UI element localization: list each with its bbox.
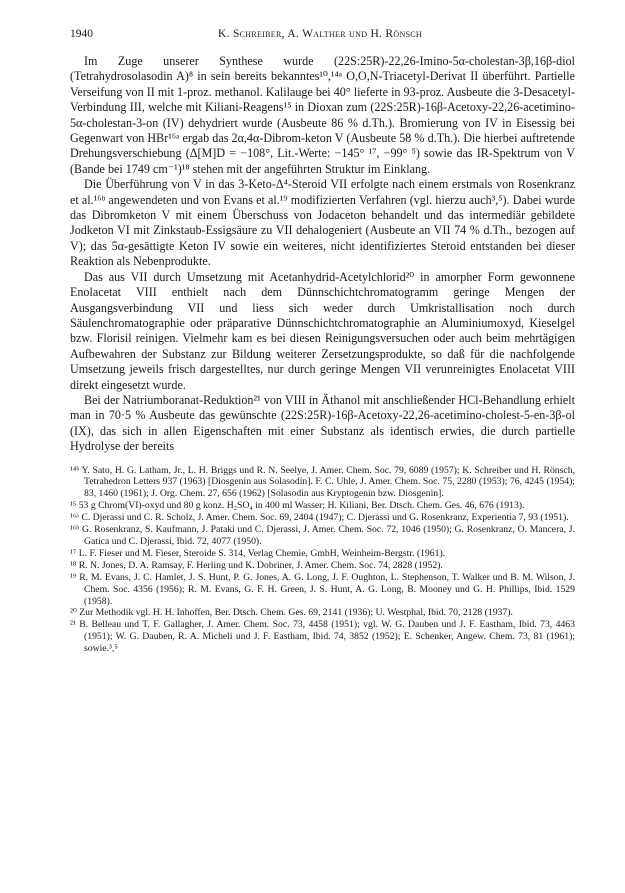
footnote: ¹⁴ᵇ Y. Sato, H. G. Latham, Jr., L. H. Briggs und R. N. Seelye, J. Amer. Chem. Soc. 79, 6089 (1957); K. Schreiber und H. Rönsch, Tetrahedron Letters 937 (1963) [Diosgenin aus Solasodin]. F. C. Uhle, J. Amer. Chem. Soc. 75, 2280 (1953); 76, 4245 (1954); 83, 1460 (1961); J. Org. Chem. 27, 656 (1962) [Solasodin aus Kryptogenin bzw. Diosgenin].	[70, 464, 575, 500]
footnote-separator	[70, 455, 575, 465]
footnote: ¹⁶ᵇ G. Rosenkranz, S. Kaufmann, J. Pataki und C. Djerassi, J. Amer. Chem. Soc. 72, 1046 (1950); G. Rosenkranz, O. Mancera, J. Gatica und C. Djerassi, Ibid. 72, 4077 (1950).	[70, 524, 575, 547]
body-text	[70, 54, 575, 455]
page-number: 1940	[70, 28, 93, 40]
paragraph: Das aus VII durch Umsetzung mit Acetanhydrid-Acetylchlorid²⁰ in amorpher Form gewonnene Enolacetat VIII enthielt nach dem Dünnschichtchromatogramm geringe Mengen der Ausgangsverbindung VII und liess sich weder durch Umkristallisation noch durch Säulenchromatographie oder präparative Dünnschichtchromatographie an Aluminiumoxyd, Kieselgel bzw. Florisil reinigen. Vielmehr kam es bei diesen Reinigungsversuchen oder auch beim mehrtägigen Aufbewahren der Substanz zur Bildung weiterer Zersetzungsprodukte, so daß für die nachfolgende Umsetzung jeweils frisch dargestelltes, nur durch geringe Mengen VII verunreinigtes Enolacetat VIII direkt eingesetzt wurde.	[70, 269, 575, 392]
footnote: ²¹ B. Belleau und T. F. Gallagher, J. Amer. Chem. Soc. 73, 4458 (1951); vgl. W. G. Dauben und J. F. Eastham, Ibid. 73, 4463 (1951); W. G. Dauben, R. A. Micheli und J. F. Eastham, Ibid. 74, 3852 (1952); E. Schenker, Angew. Chem. 73, 81 (1961); sowie.³,⁵	[70, 619, 575, 655]
footnote: ¹⁹ R. M. Evans, J. C. Hamlet, J. S. Hunt, P. G. Jones, A. G. Long, J. F. Oughton, L. Stephenson, T. Walker und B. M. Wilson, J. Chem. Soc. 4356 (1956); R. M. Evans, G. F. H. Green, J. S. Hunt, A. G. Long, B. Mooney und G. H. Phillips, Ibid. 1529 (1958).	[70, 571, 575, 607]
running-header	[70, 28, 575, 40]
footnote: ¹⁵ 53 g Chrom(VI)-oxyd und 80 g konz. H₂SO₄ in 400 ml Wasser; H. Kiliani, Ber. Dtsch. Chem. Ges. 46, 676 (1913).	[70, 500, 525, 512]
paragraph: Die Überführung von V in das 3-Keto-Δ⁴-Steroid VII erfolgte nach einem erstmals von Rosenkranz et al.¹⁶ᵇ angewendeten und von Evans et al.¹⁹ modifizierten Verfahren (vgl. hierzu auch³,⁵). Dabei wurde das Dibromketon V mit einem Überschuss von Jodaceton behandelt und das intermediär gebildete Jodketon VI mit Zinkstaub-Essigsäure zu VII dehalogeniert (Ausbeute an VII 74 % d.Th., bezogen auf V); das 5α-gesättigte Keton IV sowie ein weiteres, nicht identifiziertes Steroid entstanden bei dieser Reaktion als Nebenprodukte.	[70, 177, 575, 269]
paragraph: Im Zuge unserer Synthese wurde (22S:25R)-22,26-Imino-5α-cholestan-3β,16β-diol (Tetrahydrosolasodin A)⁸ in sein bereits bekanntes¹⁰,¹⁴ᵃ O,O,N-Triacetyl-Derivat II überführt. Partielle Verseifung von II mit 1-proz. methanol. Kalilauge bei 40° lieferte in 93-proz. Ausbeute die 3-Desacetyl-Verbindung III, welche mit Kiliani-Reagens¹⁵ in Dioxan zum (22S:25R)-16β-Acetoxy-22,26-acetimino-5α-cholestan-3-on (IV) dehydriert wurde (Ausbeute 86 % d.Th.). Bromierung von IV in Eisessig bei Gegenwart von HBr¹⁶ᵃ ergab das 2α,4α-Dibrom-keton V (Ausbeute 58 % d.Th.). Die hierbei auftretende Drehungsverschiebung (Δ[M]D = −108°, Lit.-Werte: −145° ¹⁷, −99° ⁵) sowie das IR-Spektrum von V (Bande bei 1749 cm⁻¹)¹⁸ stehen mit der angeführten Struktur im Einklang.	[70, 54, 575, 176]
footnotes	[70, 465, 575, 656]
running-header-authors: K. Schreiber, A. Walther und H. Rönsch	[218, 28, 422, 40]
paragraph: Bei der Natriumboranat-Reduktion²¹ von VIII in Äthanol mit anschließender HCl-Behandlung erhielt man in 70·5 % Ausbeute das gewünschte (22S:25R)-16β-Acetoxy-22,26-acetimino-cholest-5-en-3β-ol (IX), das sich in allen Eigenschaften mit einer Substanz als identisch erwies, die durch partielle Hydrolyse der bereits	[70, 392, 575, 454]
footnote: ¹⁷ L. F. Fieser und M. Fieser, Steroide S. 314, Verlag Chemie, GmbH, Weinheim-Bergstr. (1961).	[70, 547, 446, 559]
footnote: ¹⁸ R. N. Jones, D. A. Ramsay, F. Herling und K. Dobriner, J. Amer. Chem. Soc. 74, 2828 (1952).	[70, 559, 443, 571]
footnote: ²⁰ Zur Methodik vgl. H. H. Inhoffen, Ber. Dtsch. Chem. Ges. 69, 2141 (1936); U. Westphal, Ibid. 70, 2128 (1937).	[70, 607, 513, 619]
footnote: ¹⁶ᵃ C. Djerassi und C. R. Scholz, J. Amer. Chem. Soc. 69, 2404 (1947); C. Djerassi und G. Rosenkranz, Experientia 7, 93 (1951).	[70, 512, 569, 524]
